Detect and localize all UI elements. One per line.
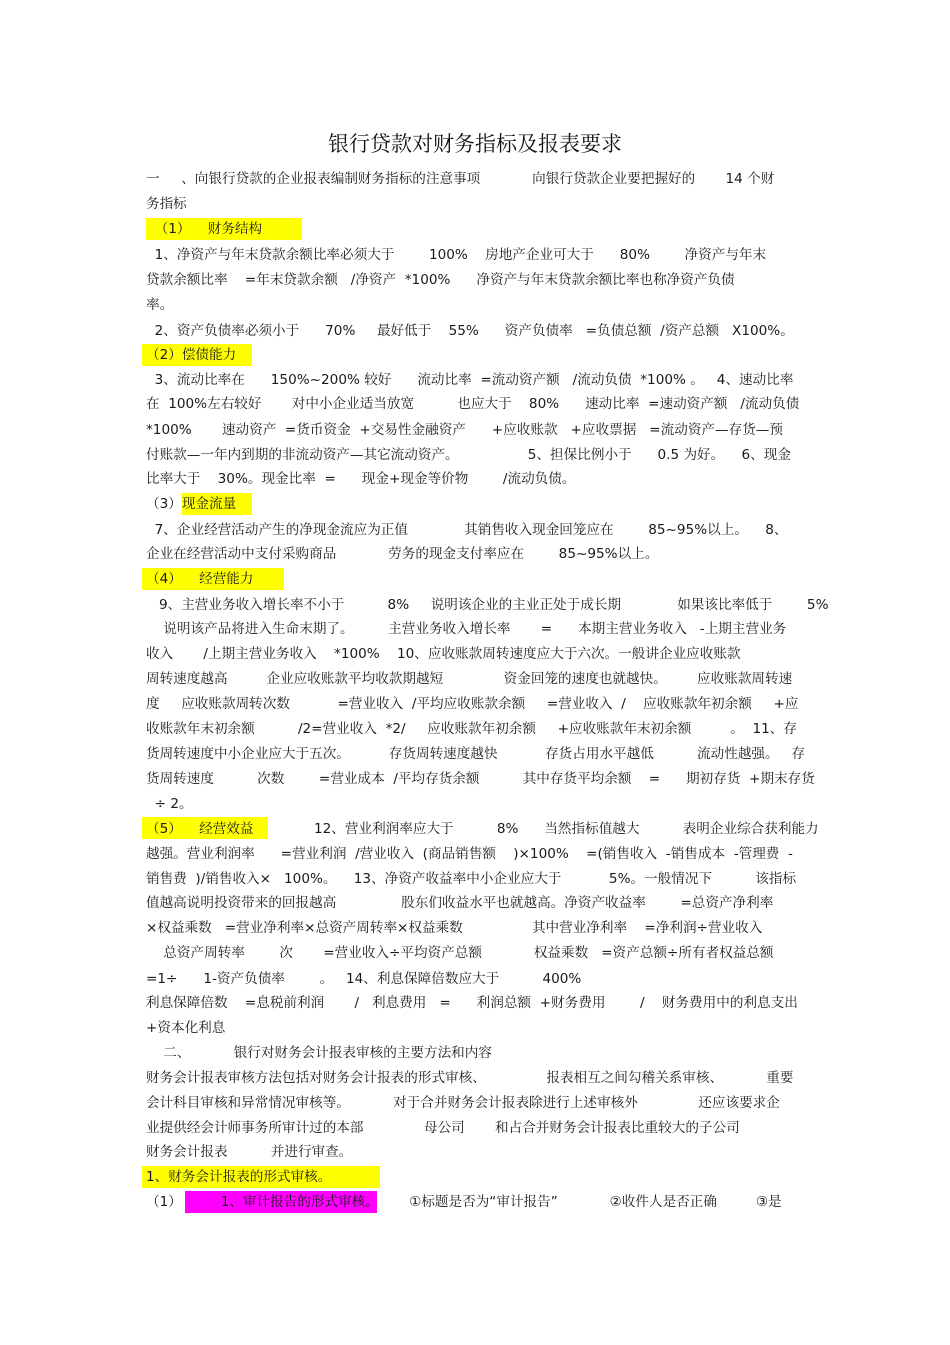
text-line: 在 100%左右较好 对中小企业适当放宽 也应大于 80% 速动比率 =速动资产额 /流动负债 (146, 396, 800, 412)
section-heading: （4） 经营能力 (146, 571, 254, 587)
text-line: 收入 /上期主营业务收入 *100% 10、应收账款周转速度应大于六次。一般讲企业应收账款 (146, 646, 741, 662)
text-line: 货周转速度 次数 =营业成本 /平均存货余额 其中存货平均余额 = 期初存货 +期末存货 (146, 771, 815, 787)
text-line: 务指标 (146, 196, 187, 212)
section-heading: （5） 经营效益 12、营业利润率应大于 8% 当然指标值越大 表明企业综合获利能力 (146, 821, 819, 837)
text-line: 总资产周转率 次 =营业收入÷平均资产总额 权益乘数 =资产总额÷所有者权益总额 (146, 945, 774, 961)
text-line: 9、主营业务收入增长率不小于 8% 说明该企业的主业正处于成长期 如果该比率低于 5% (146, 597, 829, 613)
text-line: 率。 (146, 297, 174, 313)
section-heading: （2）偿债能力 (146, 347, 237, 363)
text-line: 业提供经会计师事务所审计过的本部 母公司 和占合并财务会计报表比重较大的子公司 (146, 1120, 740, 1136)
text-line: 付账款—一年内到期的非流动资产—其它流动资产。 5、担保比例小于 0.5 为好。 6、现金 (146, 447, 791, 463)
text-line: 贷款余额比率 =年末贷款余额 /净资产 *100% 净资产与年末贷款余额比率也称净资产负债 (146, 272, 735, 288)
text-line: 3、流动比率在 150%~200% 较好 流动比率 =流动资产额 /流动负债 *100% 。 4、速动比率 (146, 372, 794, 388)
text-line: 收账款年末初余额 /2=营业收入 *2/ 应收账款年初余额 +应收账款年末初余额 。 11、存 (146, 721, 797, 737)
text-line: 说明该产品将进入生命末期了。 主营业务收入增长率 = 本期主营业务收入 -上期主营业务 (146, 621, 787, 637)
text-line: 财务会计报表审核方法包括对财务会计报表的形式审核、 报表相互之间勾稽关系审核、 重要 (146, 1070, 794, 1086)
text-line: 度 应收账款周转次数 =营业收入 /平均应收账款余额 =营业收入 / 应收账款年初余额 +应 (146, 696, 799, 712)
text-line: 比率大于 30%。现金比率 = 现金+现金等价物 /流动负债。 (146, 471, 576, 487)
text-line: 2、资产负债率必须小于 70% 最好低于 55% 资产负债率 =负债总额 /资产总额 X100%。 (146, 323, 794, 339)
text-line: ÷ 2。 (146, 796, 193, 812)
text-line: 财务会计报表 并进行审查。 (146, 1144, 353, 1160)
text-line: 企业在经营活动中支付采购商品 劳务的现金支付率应在 85~95%以上。 (146, 546, 659, 562)
text-line: *100% 速动资产 =货币资金 +交易性金融资产 +应收账款 +应收票据 =流动资产—存货—预 (146, 422, 783, 438)
text-line: 利息保障倍数 =息税前利润 / 利息费用 = 利润总额 +财务费用 / 财务费用中的利息支出 (146, 995, 798, 1011)
text-line: 值越高说明投资带来的回报越高 股东们收益水平也就越高。净资产收益率 =总资产净利率 (146, 895, 774, 911)
text-line: 周转速度越高 企业应收账款平均收款期越短 资金回笼的速度也就越快。 应收账款周转速 (146, 671, 793, 687)
text-line: 一 、向银行贷款的企业报表编制财务指标的注意事项 向银行贷款企业要把握好的 14 个财 (146, 171, 775, 187)
text-line: 越强。营业利润率 =营业利润 /营业收入 (商品销售额 )×100% =(销售收入 -销售成本 -管理费 - (146, 846, 793, 862)
text-line: =1÷ 1-资产负债率 。 14、利息保障倍数应大于 400% (146, 971, 582, 987)
text-line: +资本化利息 (146, 1020, 226, 1036)
section-heading: （3）现金流量 (146, 496, 237, 512)
text-line: （1） 1、审计报告的形式审核。 ①标题是否为“审计报告” ②收件人是否正确 ③是 (146, 1194, 782, 1210)
text-line: 销售费 )/销售收入× 100%。 13、净资产收益率中小企业应大于 5%。一般情况下 该指标 (146, 871, 797, 887)
page-title: 银行贷款对财务指标及报表要求 (328, 132, 622, 156)
text-line: 7、企业经营活动产生的净现金流应为正值 其销售收入现金回笼应在 85~95%以上。 8、 (146, 522, 788, 538)
section-heading: 二、 银行对财务会计报表审核的主要方法和内容 (146, 1045, 492, 1061)
text-line: 会计科目审核和异常情况审核等。 对于合并财务会计报表除进行上述审核外 还应该要求企 (146, 1095, 780, 1111)
text-line: 货周转速度中小企业应大于五次。 存货周转速度越快 存货占用水平越低 流动性越强。 存 (146, 746, 806, 762)
section-heading: （1） 财务结构 (146, 221, 263, 237)
text-line: 1、净资产与年末贷款余额比率必须大于 100% 房地产企业可大于 80% 净资产与年末 (146, 247, 767, 263)
text-line: ×权益乘数 =营业净利率×总资产周转率×权益乘数 其中营业净利率 =净利润÷营业收入 (146, 920, 763, 936)
section-heading: 1、财务会计报表的形式审核。 (146, 1169, 332, 1185)
